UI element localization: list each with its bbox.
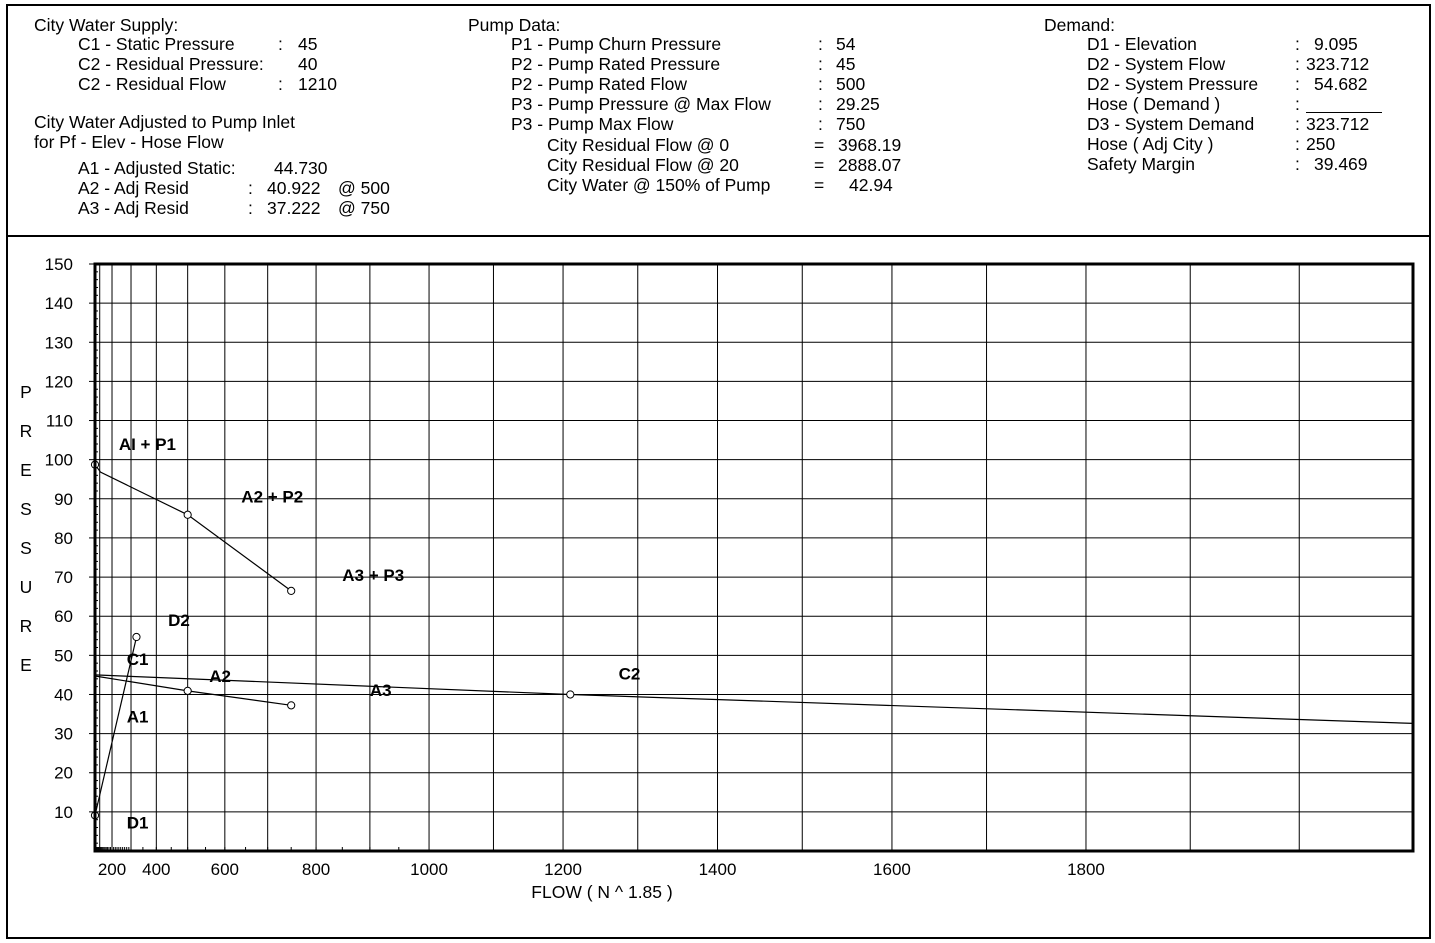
demand-row-label: D1 - Elevation bbox=[1087, 34, 1197, 54]
y-tick-label: 30 bbox=[54, 724, 73, 744]
a2-at: @ 500 bbox=[338, 178, 390, 198]
demand-row-label: Hose ( Adj City ) bbox=[1087, 134, 1214, 154]
demand-row-value: 54.682 bbox=[1314, 74, 1368, 94]
c1-value: 45 bbox=[298, 34, 318, 54]
pump-row-label: P1 - Pump Churn Pressure bbox=[511, 34, 722, 54]
demand-row-label: D3 - System Demand bbox=[1087, 114, 1255, 134]
point-label: A2 bbox=[209, 666, 232, 686]
data-point-marker bbox=[288, 587, 295, 594]
point-label: AI + P1 bbox=[118, 434, 177, 454]
demand-row-value: 323.712 bbox=[1306, 114, 1370, 134]
x-tick-label: 1600 bbox=[873, 860, 911, 879]
x-tick-label: 1800 bbox=[1067, 860, 1105, 879]
point-label: A1 bbox=[126, 707, 149, 727]
demand-row-label: Safety Margin bbox=[1087, 154, 1195, 174]
data-point-marker bbox=[184, 687, 191, 694]
y-tick-label: 70 bbox=[54, 568, 73, 588]
x-tick-label: 200 bbox=[97, 860, 127, 879]
demand-row-sep: : bbox=[1295, 114, 1300, 134]
data-point-marker bbox=[133, 633, 140, 640]
demand-row-sep: : bbox=[1295, 134, 1300, 154]
pump-row-sep: : bbox=[818, 54, 823, 74]
c2-flow-value: 1210 bbox=[298, 74, 337, 94]
a3-at: @ 750 bbox=[338, 198, 390, 218]
pump-row-label: P2 - Pump Rated Pressure bbox=[511, 54, 721, 74]
pump-calc-sep: = bbox=[814, 175, 825, 195]
data-point-marker bbox=[288, 702, 295, 709]
y-tick-label: 130 bbox=[44, 333, 73, 353]
axes bbox=[20, 255, 1105, 902]
pump-row-label: P3 - Pump Pressure @ Max Flow bbox=[511, 94, 771, 114]
pump-row-value: 45 bbox=[836, 54, 856, 74]
y-tick-label: 100 bbox=[44, 450, 73, 470]
y-tick-label: 80 bbox=[54, 528, 73, 548]
demand-row-label: D2 - System Flow bbox=[1087, 54, 1226, 74]
pump-row-label: P2 - Pump Rated Flow bbox=[511, 74, 688, 94]
y-axis-label-letter: S bbox=[20, 499, 32, 519]
c1-colon: : bbox=[278, 34, 283, 54]
demand-row-label: D2 - System Pressure bbox=[1087, 74, 1259, 94]
demand-row-value: 9.095 bbox=[1314, 34, 1358, 54]
pump-row-sep: : bbox=[818, 74, 823, 94]
y-axis-label-letter: P bbox=[20, 382, 32, 402]
demand-row-value: 39.469 bbox=[1314, 154, 1368, 174]
x-tick-label: 1000 bbox=[410, 860, 448, 879]
pump-calc-label: City Residual Flow @ 0 bbox=[547, 135, 730, 155]
pump-row-sep: : bbox=[818, 114, 823, 134]
x-tick-label: 400 bbox=[142, 860, 171, 879]
demand-row-sep: : bbox=[1295, 154, 1300, 174]
a2-label: A2 - Adj Resid bbox=[78, 178, 189, 198]
a3-value: 37.222 bbox=[267, 198, 321, 218]
city-title: City Water Supply: bbox=[34, 15, 179, 35]
x-tick-label: 1400 bbox=[698, 860, 737, 879]
c2-flow-colon: : bbox=[278, 74, 283, 94]
c1-label: C1 - Static Pressure bbox=[78, 34, 235, 54]
y-tick-label: 150 bbox=[44, 255, 73, 274]
x-tick-label: 800 bbox=[301, 860, 331, 879]
y-axis-label-letter: R bbox=[19, 421, 33, 441]
data-point-marker bbox=[184, 511, 191, 518]
x-tick-label: 600 bbox=[210, 860, 240, 879]
pump-calc-value: 2888.07 bbox=[838, 155, 902, 175]
a1-label: A1 - Adjusted Static: bbox=[78, 158, 236, 178]
pump-row-sep: : bbox=[818, 34, 823, 54]
a3-colon: : bbox=[248, 198, 253, 218]
y-tick-label: 20 bbox=[54, 763, 73, 783]
adjusted-title-1: City Water Adjusted to Pump Inlet bbox=[34, 112, 295, 132]
y-axis-label-letter: E bbox=[20, 460, 32, 480]
pump-calc-value: 3968.19 bbox=[838, 135, 902, 155]
a2-value: 40.922 bbox=[267, 178, 321, 198]
grid bbox=[95, 264, 1413, 851]
y-axis-label-letter: R bbox=[19, 616, 33, 636]
point-label: C1 bbox=[126, 650, 149, 670]
pump-title: Pump Data: bbox=[468, 15, 561, 35]
demand-row-label: Hose ( Demand ) bbox=[1087, 94, 1221, 114]
pump-row-value: 29.25 bbox=[836, 94, 880, 114]
point-label: A2 + P2 bbox=[241, 487, 304, 507]
y-tick-label: 50 bbox=[54, 646, 73, 666]
pump-calc-sep: = bbox=[814, 135, 825, 155]
point-label: A3 bbox=[369, 681, 392, 701]
y-tick-label: 10 bbox=[54, 802, 73, 822]
x-axis-label: FLOW ( N ^ 1.85 ) bbox=[531, 882, 673, 902]
y-tick-label: 60 bbox=[54, 607, 73, 627]
demand-title: Demand: bbox=[1044, 15, 1116, 35]
demand-row-sep: : bbox=[1295, 54, 1300, 74]
y-axis-label-letter: S bbox=[20, 538, 32, 558]
pump-row-value: 500 bbox=[836, 74, 866, 94]
point-label: D2 bbox=[168, 610, 190, 630]
c2-flow-label: C2 - Residual Flow bbox=[78, 74, 226, 94]
pump-calc-value: 42.94 bbox=[849, 175, 893, 195]
series-line bbox=[95, 465, 291, 591]
point-label: A3 + P3 bbox=[342, 565, 405, 585]
data-point-marker bbox=[567, 691, 574, 698]
adjusted-title-2: for Pf - Elev - Hose Flow bbox=[34, 132, 224, 152]
series bbox=[91, 461, 1413, 819]
point-label: C2 bbox=[618, 664, 641, 684]
demand-row-value: 250 bbox=[1306, 134, 1336, 154]
c2-pressure-label: C2 - Residual Pressure: bbox=[78, 54, 264, 74]
pump-row-sep: : bbox=[818, 94, 823, 114]
y-tick-label: 90 bbox=[54, 489, 73, 509]
demand-row-value: 323.712 bbox=[1306, 54, 1370, 74]
a1-value: 44.730 bbox=[274, 158, 328, 178]
y-tick-label: 140 bbox=[44, 294, 73, 314]
pump-row-value: 750 bbox=[836, 114, 866, 134]
a2-colon: : bbox=[248, 178, 253, 198]
plot-border bbox=[95, 264, 1413, 851]
point-label: D1 bbox=[126, 813, 149, 833]
x-tick-label: 1200 bbox=[544, 860, 582, 879]
pump-row-label: P3 - Pump Max Flow bbox=[511, 114, 674, 134]
y-tick-label: 40 bbox=[54, 685, 73, 705]
demand-row-sep: : bbox=[1295, 94, 1300, 114]
c2-pressure-value: 40 bbox=[298, 54, 318, 74]
a3-label: A3 - Adj Resid bbox=[78, 198, 189, 218]
y-tick-label: 120 bbox=[44, 372, 73, 392]
y-tick-label: 110 bbox=[45, 411, 73, 431]
pump-calc-label: City Water @ 150% of Pump bbox=[547, 175, 771, 195]
y-axis-label-letter: E bbox=[20, 655, 32, 675]
y-axis-label-letter: U bbox=[19, 577, 33, 597]
series-line bbox=[95, 675, 1413, 724]
demand-row-sep: : bbox=[1295, 34, 1300, 54]
pump-calc-sep: = bbox=[814, 155, 825, 175]
pump-row-value: 54 bbox=[836, 34, 856, 54]
pump-calc-label: City Residual Flow @ 20 bbox=[547, 155, 739, 175]
demand-row-sep: : bbox=[1295, 74, 1300, 94]
